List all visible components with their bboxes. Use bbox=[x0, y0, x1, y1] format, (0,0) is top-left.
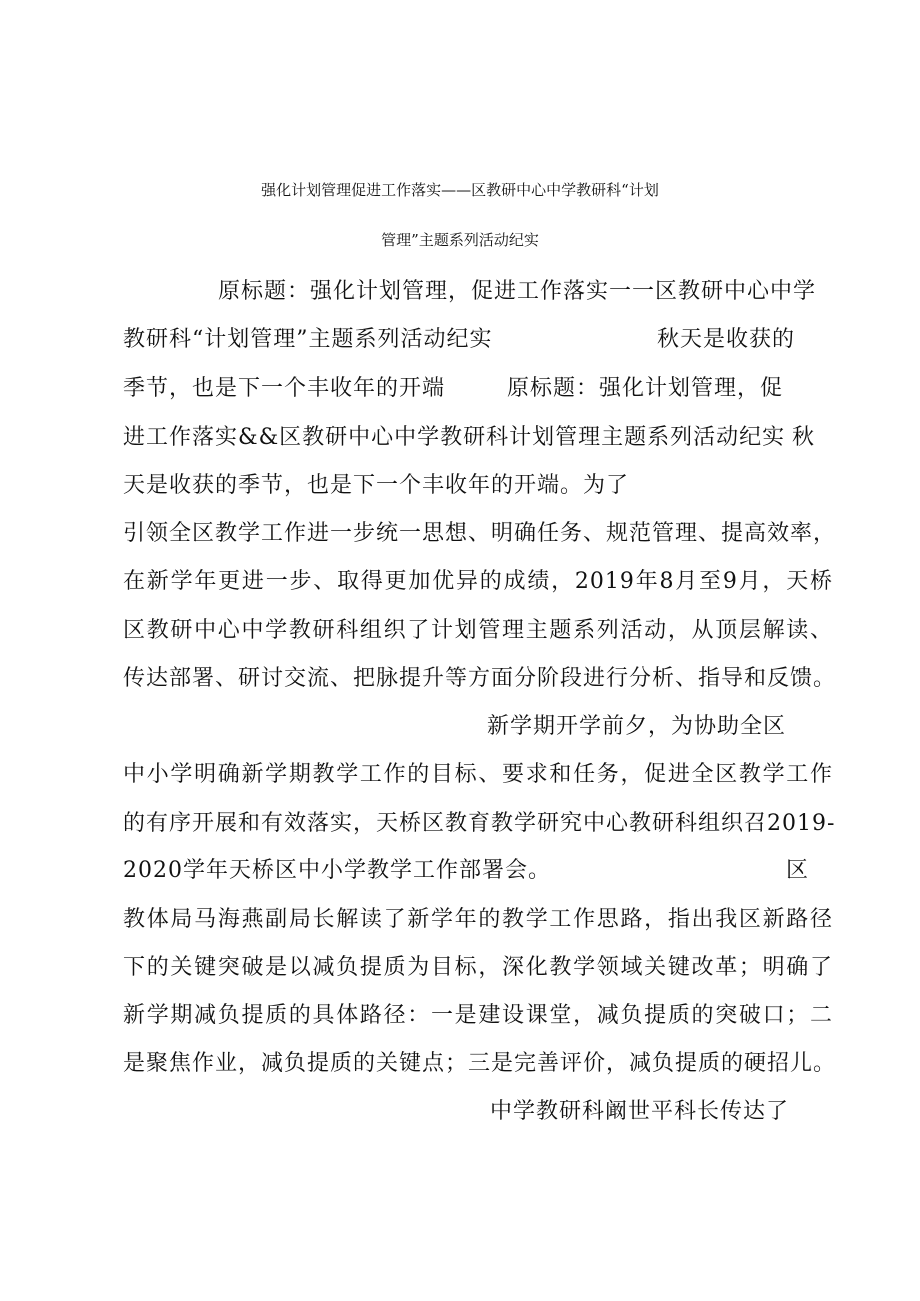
body-text-line: 传达部署、研讨交流、把脉提升等方面分阶段进行分析、指导和反馈。 bbox=[123, 666, 837, 691]
document-title-line-1: 强化计划管理促进工作落实——区教研中心中学教研科“计划 bbox=[261, 181, 659, 199]
body-text-line: 2020学年天桥区中小学教学工作部署会。 bbox=[123, 858, 551, 883]
body-text-line: 天是收获的季节，也是下一个丰收年的开端。为了 bbox=[123, 473, 630, 498]
body-text-line: 在新学年更进一步、取得更加优异的成绩，2019年8月至9月，天桥 bbox=[123, 569, 833, 594]
body-text-line: 教体局马海燕副局长解读了新学年的教学工作思路，指出我区新路径 bbox=[123, 907, 833, 932]
body-text-line: 引领全区教学工作进一步统一思想、明确任务、规范管理、提高效率， bbox=[123, 521, 837, 546]
body-text-line: 区 bbox=[786, 858, 810, 883]
body-text-line: 进工作落实&&区教研中心中学教研科计划管理主题系列活动纪实 bbox=[123, 425, 786, 450]
body-text-line: 秋 bbox=[792, 425, 816, 450]
body-text-line: 中小学明确新学期教学工作的目标、要求和任务，促进全区教学工作 bbox=[123, 762, 833, 787]
body-text-line: 区教研中心中学教研科组织了计划管理主题系列活动，从顶层解读、 bbox=[123, 618, 833, 643]
body-text-line: 秋天是收获的 bbox=[657, 327, 796, 352]
body-text-line: 教研科“计划管理”主题系列活动纪实 bbox=[123, 327, 493, 352]
body-text-line: 下的关键突破是以减负提质为目标，深化教学领域关键改革；明确了 bbox=[123, 955, 833, 980]
body-text-line: 新学期开学前夕，为协助全区 bbox=[487, 714, 787, 739]
body-text-line: 新学期减负提质的具体路径：一是建设课堂，减负提质的突破口；二 bbox=[123, 1003, 833, 1028]
body-text-line: 的有序开展和有效落实，天桥区教育教学研究中心教研科组织召2019- bbox=[123, 811, 836, 836]
body-text-line: 原标题：强化计划管理，促 bbox=[507, 376, 784, 401]
body-text-line: 是聚焦作业，减负提质的关键点；三是完善评价，减负提质的硬招儿。 bbox=[123, 1051, 837, 1076]
body-text-line: 原标题：强化计划管理，促进工作落实一一区教研中心中学 bbox=[218, 279, 817, 304]
document-title-line-2: 管理”主题系列活动纪实 bbox=[381, 231, 539, 249]
body-text-line: 季节，也是下一个丰收年的开端 bbox=[123, 376, 446, 401]
body-text-line: 中学教研科阚世平科长传达了 bbox=[490, 1099, 790, 1124]
